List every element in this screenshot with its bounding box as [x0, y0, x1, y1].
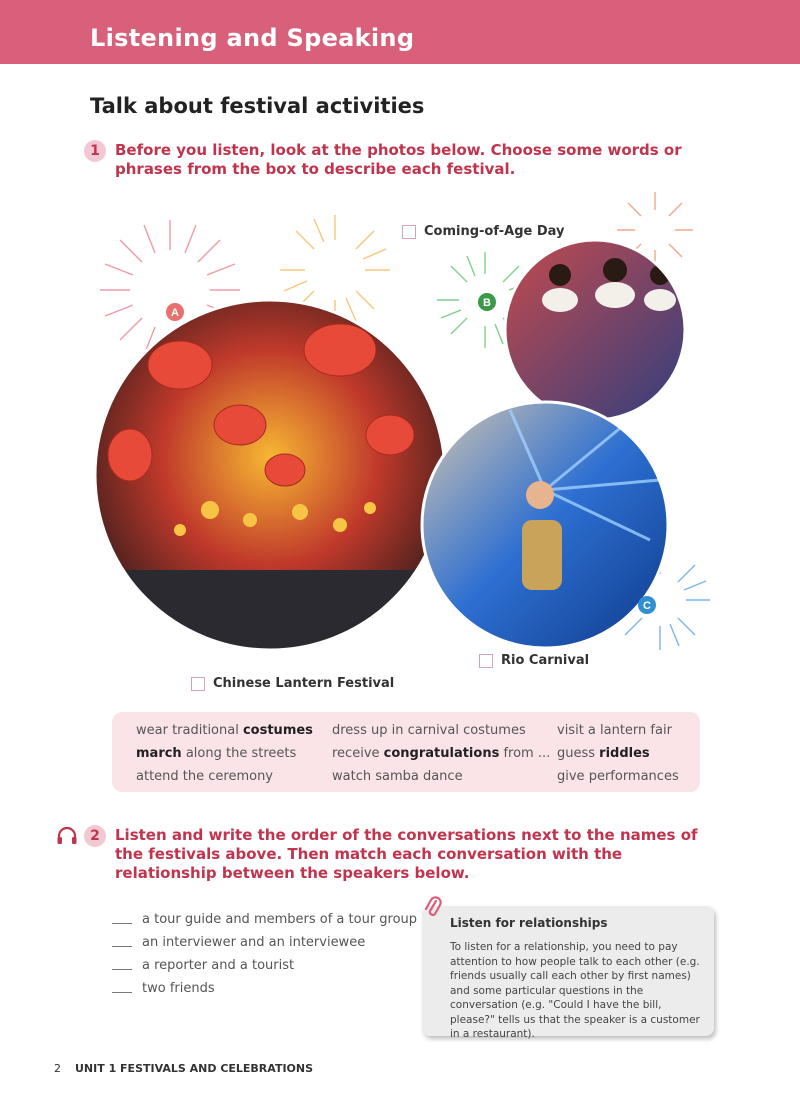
- tip-body: To listen for a relationship, you need to pay attention to how people talk to each other (e.g. friends usually call each other by first names) and some particular questions in the conversation (e.g. "Could I have the bill, please?" tells us that the speaker is a customer in a restaurant).: [450, 941, 700, 1040]
- header-title: Listening and Speaking: [90, 24, 415, 52]
- tip-title: Listen for relationships: [450, 916, 608, 930]
- festival-label-coming-of-age: [402, 224, 565, 239]
- photo-coming-of-age: [500, 235, 690, 425]
- answer-blank[interactable]: [112, 958, 132, 970]
- photo-lantern-festival: [90, 295, 450, 660]
- checkbox-lantern-festival[interactable]: [191, 677, 205, 691]
- festival-photos: [70, 190, 720, 700]
- question-2-text: Listen and write the order of the conversations next to the names of the festivals above. Then match each conversation with the relationship between the speakers below.: [115, 826, 698, 882]
- question-1-text: Before you listen, look at the photos below. Choose some words or phrases from the box to describe each festival.: [115, 141, 682, 178]
- label-lantern-pre: Chinese: [213, 676, 276, 691]
- answer-line: two friends: [112, 981, 215, 996]
- header-banner: [0, 0, 800, 64]
- answer-blank[interactable]: [112, 981, 132, 993]
- word-item: march along the streets: [136, 746, 297, 761]
- section-title: Talk about festival activities: [90, 94, 425, 118]
- page-footer: [54, 1062, 313, 1075]
- paperclip-icon: [424, 896, 442, 924]
- page-number: 2: [54, 1062, 61, 1075]
- answer-line: a tour guide and members of a tour group: [112, 912, 417, 927]
- badge-a: [166, 303, 184, 321]
- question-2-number: 2: [84, 825, 106, 847]
- word-item: attend the ceremony: [136, 769, 274, 784]
- label-lantern-post: Festival: [332, 676, 395, 691]
- label-lantern-bold: Lantern: [275, 676, 333, 691]
- svg-text:A: A: [171, 307, 179, 319]
- badge-c: [638, 596, 656, 614]
- answer-blank[interactable]: [112, 912, 132, 924]
- answer-line: an interviewer and an interviewee: [112, 935, 365, 950]
- answer-blank[interactable]: [112, 935, 132, 947]
- checkbox-rio-carnival[interactable]: [479, 654, 493, 668]
- festival-label-lantern-festival: [191, 676, 394, 691]
- tip-box: [422, 906, 714, 1040]
- word-item: visit a lantern fair: [557, 723, 672, 738]
- answer-line: a reporter and a tourist: [112, 958, 294, 973]
- svg-text:B: B: [483, 297, 491, 309]
- label-coming-of-age: Coming-of-Age Day: [424, 224, 565, 239]
- question-1-number: 1: [84, 140, 106, 162]
- label-rio-carnival: Rio Carnival: [501, 653, 590, 668]
- festival-label-rio-carnival: [479, 653, 589, 668]
- word-item: receive congratulations from ...: [332, 746, 551, 761]
- word-item: guess riddles: [557, 746, 650, 761]
- word-item: give performances: [557, 769, 679, 784]
- word-item: dress up in carnival costumes: [332, 723, 526, 738]
- unit-title: UNIT 1 FESTIVALS AND CELEBRATIONS: [75, 1062, 314, 1075]
- word-item: wear traditional costumes: [136, 723, 313, 738]
- headphones-icon[interactable]: [56, 826, 78, 850]
- badge-b: [478, 293, 496, 311]
- photo-collage: [70, 190, 720, 700]
- checkbox-coming-of-age[interactable]: [402, 225, 416, 239]
- svg-text:C: C: [643, 600, 651, 612]
- word-item: watch samba dance: [332, 769, 463, 784]
